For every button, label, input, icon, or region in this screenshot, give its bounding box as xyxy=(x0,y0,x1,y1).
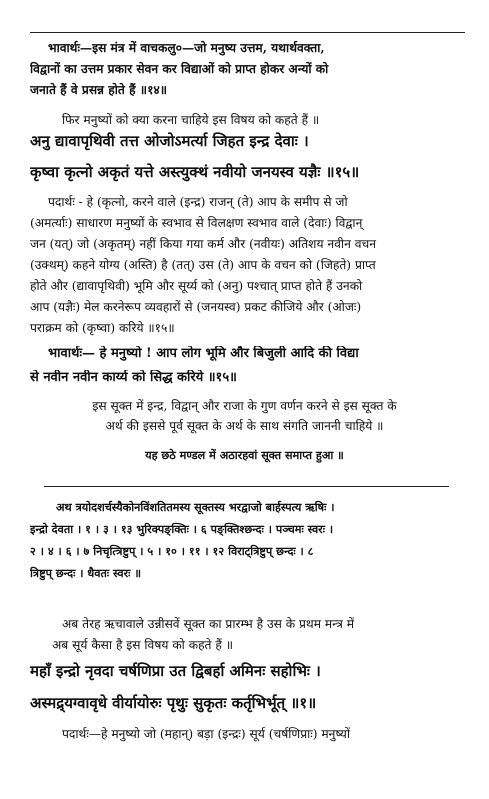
padartha-line: आप (यज्ञैः) मेल करनेरूप व्यवहारों से (जनयस्व) प्रकट कीजिये और (ओजः) xyxy=(30,300,362,314)
header-rule xyxy=(30,32,465,33)
bhavartha-line: से नवीन नवीन कार्य्य को सिद्ध करिये ॥१५॥ xyxy=(30,370,237,385)
summary-line: अर्थ की इससे पूर्व सूक्त के अर्थ के साथ संगति जाननी चाहिये ॥ xyxy=(105,419,384,433)
mantra-line: महाँ इन्द्रो नृवदा चर्षणिप्रा उत द्विबर्हा अमिनः सहोभिः । xyxy=(30,662,321,680)
sukta-conclusion: यह छठे मण्डल में अठारहवां सूक्त समाप्त हुआ ॥ xyxy=(145,448,344,462)
mantra-line: कृष्वा कृत्नो अकृतं यत्ते अस्त्युक्थं नवीयो जनयस्व यज्ञैः ॥१५॥ xyxy=(30,163,360,181)
anukramani-line: अथ त्रयोदशर्चस्यैकोनविंशतितमस्य सूक्तस्य भरद्वाजो बार्हस्पत्य ऋषिः । xyxy=(56,500,335,514)
section-intro: फिर मनुष्यों को क्या करना चाहिये इस विषय को कहते हैं ॥ xyxy=(62,113,320,127)
bhavartha-line: भावार्थः— हे मनुष्यो ! आप लोग भूमि और बिजुली आदि की विद्या xyxy=(48,346,359,361)
padartha-line: पदार्थः - हे (कृत्नो, करने वाले (इन्द्र) राजन् (ते) आप के समीप से जो xyxy=(48,195,348,209)
anukramani-line: त्रिष्टुप् छन्दः । धैवतः स्वरः ॥ xyxy=(30,566,142,580)
bhavartha-line: भावार्थः—इस मंत्र में वाचकलु०—जो मनुष्य उत्तम, यथार्थवक्ता, xyxy=(48,41,325,55)
anukramani-line: २ । ४ । ६ । ७ निचृत्त्रिष्टुप् । ५ । १० । ११ । १२ विराट्त्रिष्टुप् छन्दः । ८ xyxy=(30,544,314,558)
section-divider xyxy=(44,486,449,487)
anukramani-line: इन्द्रो देवता । १ । ३ । १३ भुरिक्पङ्क्तिः । ६ पङ्क्तिश्छन्दः । पञ्चमः स्वरः । xyxy=(30,522,334,536)
padartha-line: पदार्थः—हे मनुष्यो जो (महान्) बड़ा (इन्द्रः) सूर्य (चर्षणिप्राः) मनुष्यों xyxy=(62,727,350,741)
bhavartha-line: जनाते हैं वे प्रसन्न होते हैं ॥१४॥ xyxy=(30,83,168,97)
padartha-line: पराक्रम को (कृष्वा) करिये ॥१५॥ xyxy=(30,321,175,335)
padartha-line: (उक्थम्) कहने योग्य (अस्ति) है (तत्) उस (ते) आप के वचन को (जिहते) प्राप्त xyxy=(30,258,376,272)
bhavartha-line: विद्वानों का उत्तम प्रकार सेवन कर विद्याओं को प्राप्त होकर अन्यों को xyxy=(30,62,329,76)
section-intro: अब तेरह ऋचावाले उन्नीसवें सूक्त का प्रारम्भ है उस के प्रथम मन्त्र में xyxy=(62,617,355,631)
mantra-line: अस्मद्र्यग्वावृधे वीर्यायोरुः पृथुः सुकृतः कर्तृभिर्भूत् ॥१॥ xyxy=(30,694,317,712)
section-intro: अब सूर्य कैसा है इस विषय को कहते हैं ॥ xyxy=(52,638,234,652)
padartha-line: जन (यत्) जो (अकृतम्) नहीं किया गया कर्म और (नवीयः) अतिशय नवीन वचन xyxy=(30,237,377,251)
padartha-line: होते और (द्यावापृथिवी) भूमि और सूर्य्य को (अनु) पश्चात् प्राप्त होते हैं उनको xyxy=(30,279,363,293)
mantra-line: अनु द्यावापृथिवी तत्त ओजोऽमर्त्या जिहत इन्द्र देवाः । xyxy=(30,132,309,150)
padartha-line: (अमर्त्याः) साधारण मनुष्यों के स्वभाव से विलक्षण स्वभाव वाले (देवाः) विद्वान् xyxy=(30,216,363,230)
summary-line: इस सूक्त में इन्द्र, विद्वान् और राजा के गुण वर्णन करने से इस सूक्त के xyxy=(92,399,397,413)
